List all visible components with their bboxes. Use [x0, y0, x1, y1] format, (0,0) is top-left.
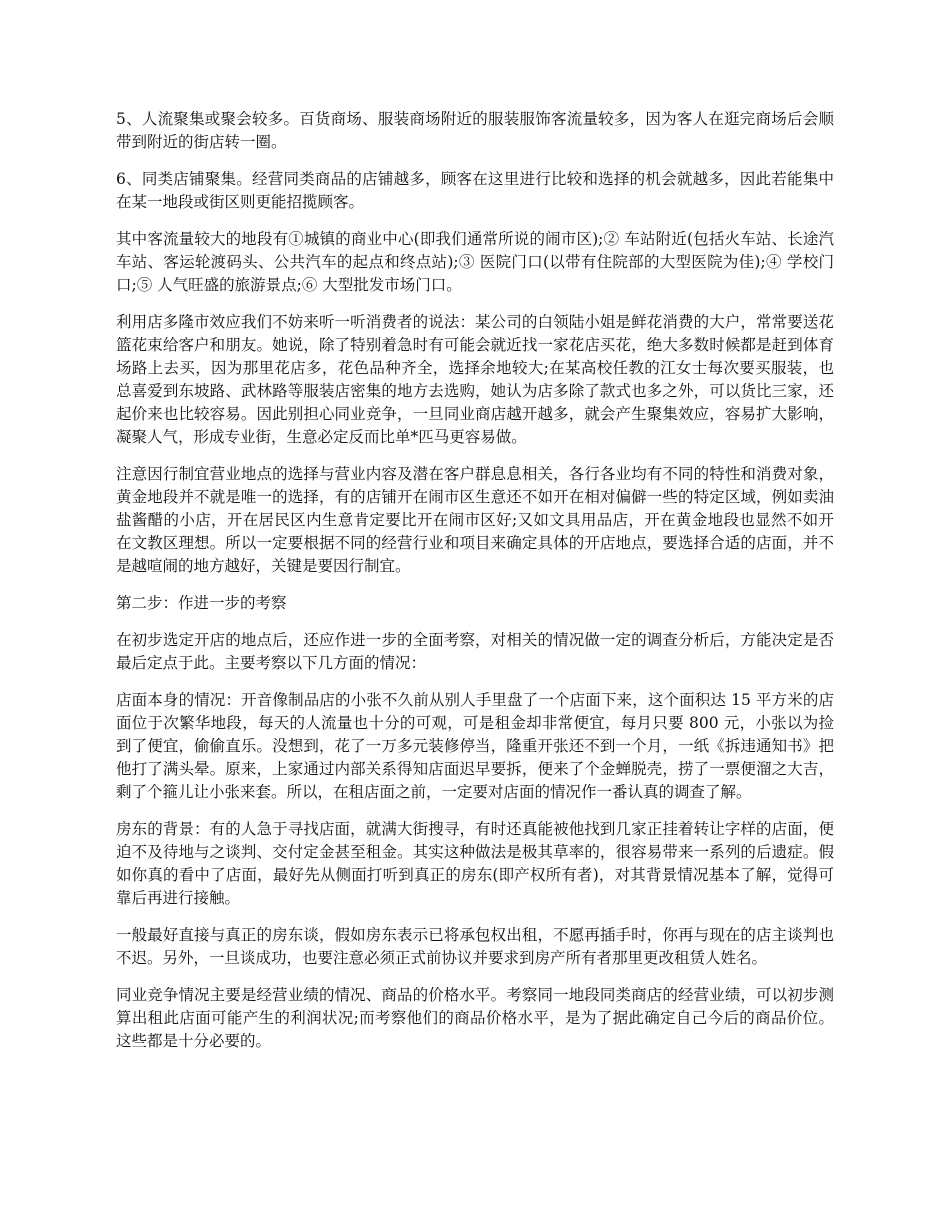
paragraph-high-traffic-locations: 其中客流量较大的地段有①城镇的商业中心(即我们通常所说的闹市区);② 车站附近(包括火车站、长途汽车站、客运轮渡码头、公共汽车的起点和终点站);③ 医院门口(以带有住院部的大型医院为佳);④ 学校门口;⑤ 人气旺盛的旅游景点;⑥ 大型批发市场门口。	[116, 230, 834, 294]
paragraph-storefront-condition: 店面本身的情况：开音像制品店的小张不久前从别人手里盘了一个店面下来，这个面积达 15 平方米的店面位于次繁华地段，每天的人流量也十分的可观，可是租金却非常便宜，每月只要 800 元，小张以为捡到了便宜，偷偷直乐。没想到，花了一万多元装修停当，隆重开张还不到一个月，一纸《拆违通知书》把他打了满头晕。原来，上家通过内部关系得知店面迟早要拆，便来了个金蝉脱壳，捞了一票便溜之大吉，剩了个箍儿让小张来套。所以，在租店面之前，一定要对店面的情况作一番认真的调查了解。	[116, 691, 834, 801]
paragraph-crowd-gathering: 5、人流聚集或聚会较多。百货商场、服装商场附近的服装服饰客流量较多，因为客人在逛完商场后会顺带到附近的街店转一圈。	[116, 110, 834, 151]
paragraph-location-by-trade: 注意因行制宜营业地点的选择与营业内容及潜在客户群息息相关，各行各业均有不同的特性和消费对象，黄金地段并不就是唯一的选择，有的店铺开在闹市区生意还不如开在相对偏僻一些的特定区域，例如卖油盐酱醋的小店，开在居民区内生意肯定要比开在闹市区好;又如文具用品店，开在黄金地段也显然不如开在文教区理想。所以一定要根据不同的经营行业和项目来确定具体的开店地点，要选择合适的店面，并不是越喧闹的地方越好，关键是要因行制宜。	[116, 465, 834, 575]
paragraph-cluster-effect: 利用店多隆市效应我们不妨来听一听消费者的说法：某公司的白领陆小姐是鲜花消费的大户，常常要送花篮花束给客户和朋友。她说，除了特别着急时有可能会就近找一家花店买花，绝大多数时候都是赶到体育场路上去买，因为那里花店多，花色品种齐全，选择余地较大;在某高校任教的江女士每次要买服装，也总喜爱到东坡路、武林路等服装店密集的地方去选购，她认为店多除了款式也多之外，可以货比三家，还起价来也比较容易。因此别担心同业竞争，一旦同业商店越开越多，就会产生聚集效应，容易扩大影响，凝聚人气，形成专业街，生意必定反而比单*匹马更容易做。	[116, 313, 834, 446]
paragraph-negotiate-with-owner: 一般最好直接与真正的房东谈，假如房东表示已将承包权出租，不愿再插手时，你再与现在的店主谈判也不迟。另外，一旦谈成功，也要注意必须正式前协议并要求到房产所有者那里更改租赁人姓名。	[116, 926, 834, 967]
section-heading-step-two: 第二步：作进一步的考察	[116, 594, 287, 612]
paragraph-landlord-background: 房东的背景：有的人急于寻找店面，就满大街搜寻，有时还真能被他找到几家正挂着转让字样的店面，便迫不及待地与之谈判、交付定金甚至租金。其实这种做法是极其草率的，很容易带来一系列的后遗症。假如你真的看中了店面，最好先从侧面打听到真正的房东(即产权所有者)，对其背景情况基本了解，觉得可靠后再进行接触。	[116, 820, 834, 907]
document-page	[116, 108, 834, 1067]
paragraph-competition: 同业竞争情况主要是经营业绩的情况、商品的价格水平。考察同一地段同类商店的经营业绩，可以初步测算出租此店面可能产生的利润状况;而考察他们的商品价格水平，是为了据此确定自己今后的商品价位。这些都是十分必要的。	[116, 986, 834, 1050]
paragraph-similar-shops: 6、同类店铺聚集。经营同类商品的店铺越多，顾客在这里进行比较和选择的机会就越多，因此若能集中在某一地段或街区则更能招揽顾客。	[116, 170, 834, 211]
paragraph-further-inspection: 在初步选定开店的地点后，还应作进一步的全面考察，对相关的情况做一定的调查分析后，方能决定是否最后定点于此。主要考察以下几方面的情况：	[116, 631, 834, 672]
